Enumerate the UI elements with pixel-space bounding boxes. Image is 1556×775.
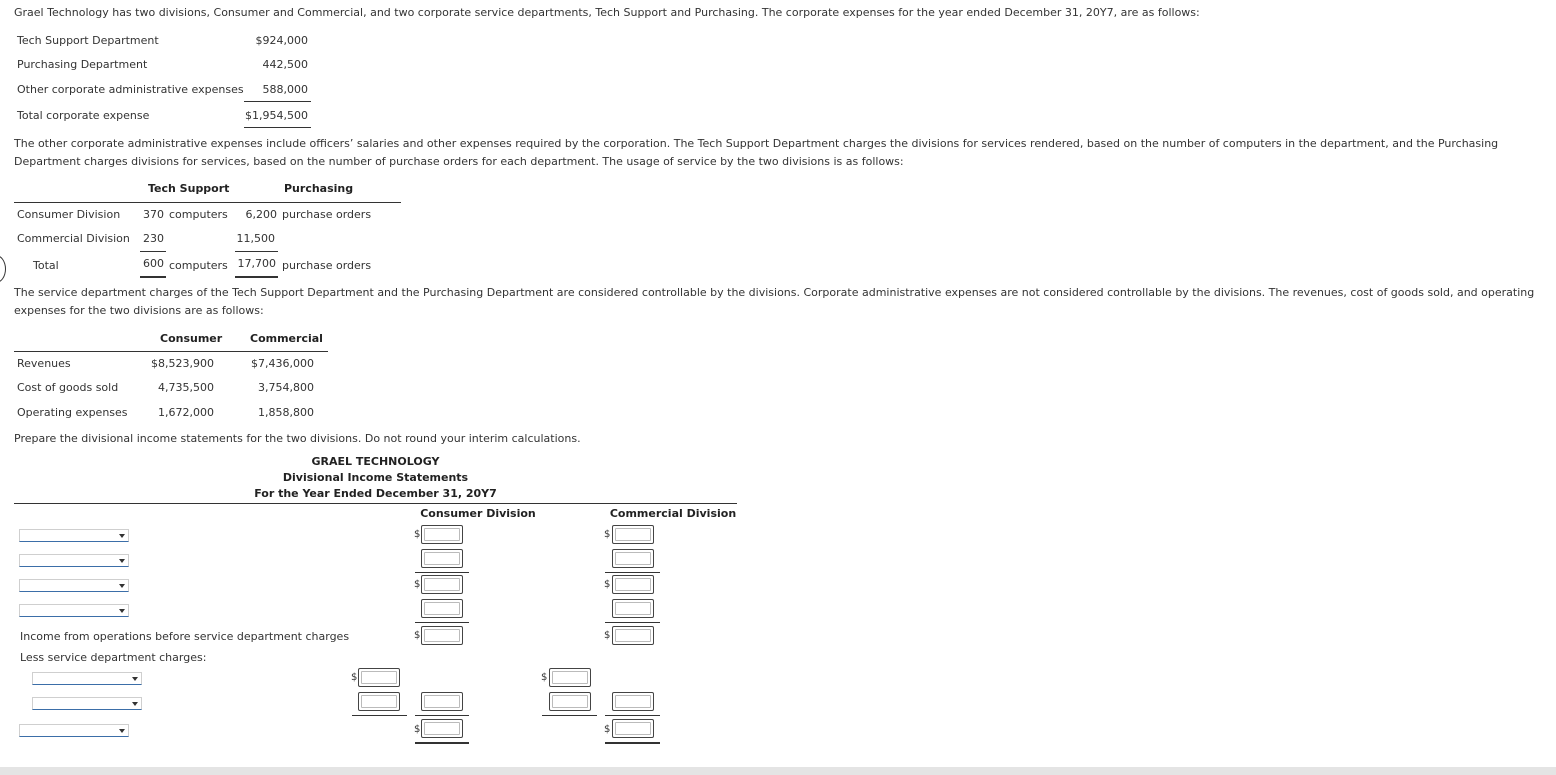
currency-symbol: $: [414, 529, 421, 540]
consumer-final-input[interactable]: [421, 719, 463, 738]
consumer-amount-input[interactable]: [421, 575, 463, 594]
chevron-down-icon: [119, 584, 125, 588]
consumer-amount-input[interactable]: [421, 549, 463, 568]
usage-tech-value: 370: [143, 208, 164, 221]
income-before-charges-label: Income from operations before service department charges: [20, 630, 350, 643]
usage-tech-unit: computers: [169, 259, 228, 272]
less-service-charges-label: Less service department charges:: [20, 651, 207, 664]
currency-symbol: $: [604, 579, 611, 590]
division-row-label: Cost of goods sold: [17, 381, 119, 394]
usage-tech-unit: computers: [169, 208, 228, 221]
usage-purchasing-unit: purchase orders: [282, 208, 372, 221]
divider: [14, 503, 737, 504]
consumer-charge-input[interactable]: [358, 692, 400, 711]
currency-symbol: $: [414, 630, 421, 641]
commercial-amount-input[interactable]: [612, 626, 654, 645]
commercial-charge-total-input[interactable]: [612, 692, 654, 711]
currency-symbol: $: [604, 529, 611, 540]
commercial-amount-input[interactable]: [612, 549, 654, 568]
division-commercial-value: 1,858,800: [258, 406, 314, 419]
corp-label-other: Other corporate administrative expenses: [17, 83, 244, 96]
divider: [352, 715, 407, 716]
division-consumer-value: 1,672,000: [158, 406, 214, 419]
horizontal-scrollbar[interactable]: [0, 767, 1556, 775]
usage-purchasing-value: 6,200: [245, 208, 277, 221]
divider: [244, 101, 311, 102]
consumer-amount-input[interactable]: [421, 525, 463, 544]
division-header-commercial: Commercial: [250, 332, 323, 345]
division-row-label: Operating expenses: [17, 406, 128, 419]
divider: [244, 127, 311, 128]
division-row-label: Revenues: [17, 357, 71, 370]
divider: [415, 622, 469, 623]
commercial-charge-input[interactable]: [549, 692, 591, 711]
corp-label-tech-support: Tech Support Department: [17, 34, 159, 47]
division-consumer-value: 4,735,500: [158, 381, 214, 394]
usage-header-purchasing: Purchasing: [284, 182, 354, 195]
divider: [140, 251, 166, 252]
currency-symbol: $: [604, 630, 611, 641]
chevron-down-icon: [119, 729, 125, 733]
chevron-down-icon: [119, 534, 125, 538]
scroll-edge-indicator: [0, 255, 6, 283]
usage-tech-value: 230: [143, 232, 164, 245]
divider: [235, 251, 278, 252]
division-header-consumer: Consumer: [160, 332, 223, 345]
service-charge-select[interactable]: [32, 697, 142, 710]
divider: [605, 742, 660, 744]
line-item-select[interactable]: [19, 604, 129, 617]
controllability-text: The service department charges of the Tech Support Department and the Purchasing Department are considered controllable by the divisions. Corporate administrative expenses are not considered controllable by the divisions. The revenues, cost of goods sold, and operating expenses for the two divisions are as follows:: [14, 286, 1535, 317]
corp-label-total: Total corporate expense: [17, 109, 150, 122]
line-item-select[interactable]: [19, 554, 129, 567]
commercial-amount-input[interactable]: [612, 525, 654, 544]
divider: [542, 715, 597, 716]
usage-header-tech-support: Tech Support: [148, 182, 230, 195]
corp-label-purchasing: Purchasing Department: [17, 58, 148, 71]
column-header-commercial: Commercial Division: [609, 507, 737, 520]
usage-purchasing-value: 11,500: [236, 232, 275, 245]
statement-company: GRAEL TECHNOLOGY: [311, 455, 440, 468]
corp-value-total: $1,954,500: [245, 109, 308, 122]
divider: [235, 276, 278, 278]
divider: [14, 202, 401, 203]
intro-text: Grael Technology has two divisions, Consumer and Commercial, and two corporate service departments, Tech Support and Purchasing. The corporate expenses for the year ended December 31, 20Y7, are as follows:: [14, 6, 1200, 19]
usage-row-label: Total: [33, 259, 59, 272]
final-line-item-select[interactable]: [19, 724, 129, 737]
chevron-down-icon: [132, 702, 138, 706]
currency-symbol: $: [604, 724, 611, 735]
divider: [605, 622, 660, 623]
corp-value-tech-support: $924,000: [255, 34, 308, 47]
statement-title: Divisional Income Statements: [282, 471, 469, 484]
consumer-charge-input[interactable]: [358, 668, 400, 687]
usage-purchasing-value: 17,700: [237, 257, 276, 270]
divider: [14, 351, 328, 352]
commercial-amount-input[interactable]: [612, 575, 654, 594]
usage-purchasing-unit: purchase orders: [282, 259, 372, 272]
consumer-amount-input[interactable]: [421, 599, 463, 618]
commercial-charge-input[interactable]: [549, 668, 591, 687]
divider: [605, 715, 660, 716]
currency-symbol: $: [541, 672, 548, 683]
usage-tech-value: 600: [143, 257, 164, 270]
consumer-amount-input[interactable]: [421, 626, 463, 645]
division-commercial-value: 3,754,800: [258, 381, 314, 394]
usage-row-label: Commercial Division: [17, 232, 130, 245]
column-header-consumer: Consumer Division: [420, 507, 536, 520]
line-item-select[interactable]: [19, 579, 129, 592]
chevron-down-icon: [132, 677, 138, 681]
currency-symbol: $: [351, 672, 358, 683]
corp-value-purchasing: 442,500: [262, 58, 308, 71]
corp-value-other: 588,000: [262, 83, 308, 96]
division-commercial-value: $7,436,000: [251, 357, 314, 370]
instruction-text: Prepare the divisional income statements for the two divisions. Do not round your interim calculations.: [14, 432, 581, 445]
divider: [415, 742, 469, 744]
division-consumer-value: $8,523,900: [151, 357, 214, 370]
allocation-basis-text: The other corporate administrative expenses include officers’ salaries and other expenses required by the corporation. The Tech Support Department charges the divisions for services rendered, based on the number of computers in the department, and the Purchasing Department charges divisions for services, based on the number of purchase orders for each department. The usage of service by the two divisions is as follows:: [14, 137, 1499, 168]
divider: [415, 715, 469, 716]
usage-row-label: Consumer Division: [17, 208, 121, 221]
commercial-amount-input[interactable]: [612, 599, 654, 618]
commercial-final-input[interactable]: [612, 719, 654, 738]
divider: [140, 276, 166, 278]
chevron-down-icon: [119, 559, 125, 563]
line-item-select[interactable]: [19, 529, 129, 542]
currency-symbol: $: [414, 579, 421, 590]
chevron-down-icon: [119, 609, 125, 613]
currency-symbol: $: [414, 724, 421, 735]
statement-period: For the Year Ended December 31, 20Y7: [254, 487, 497, 500]
divider: [605, 572, 660, 573]
divider: [415, 572, 469, 573]
service-charge-select[interactable]: [32, 672, 142, 685]
consumer-charge-total-input[interactable]: [421, 692, 463, 711]
